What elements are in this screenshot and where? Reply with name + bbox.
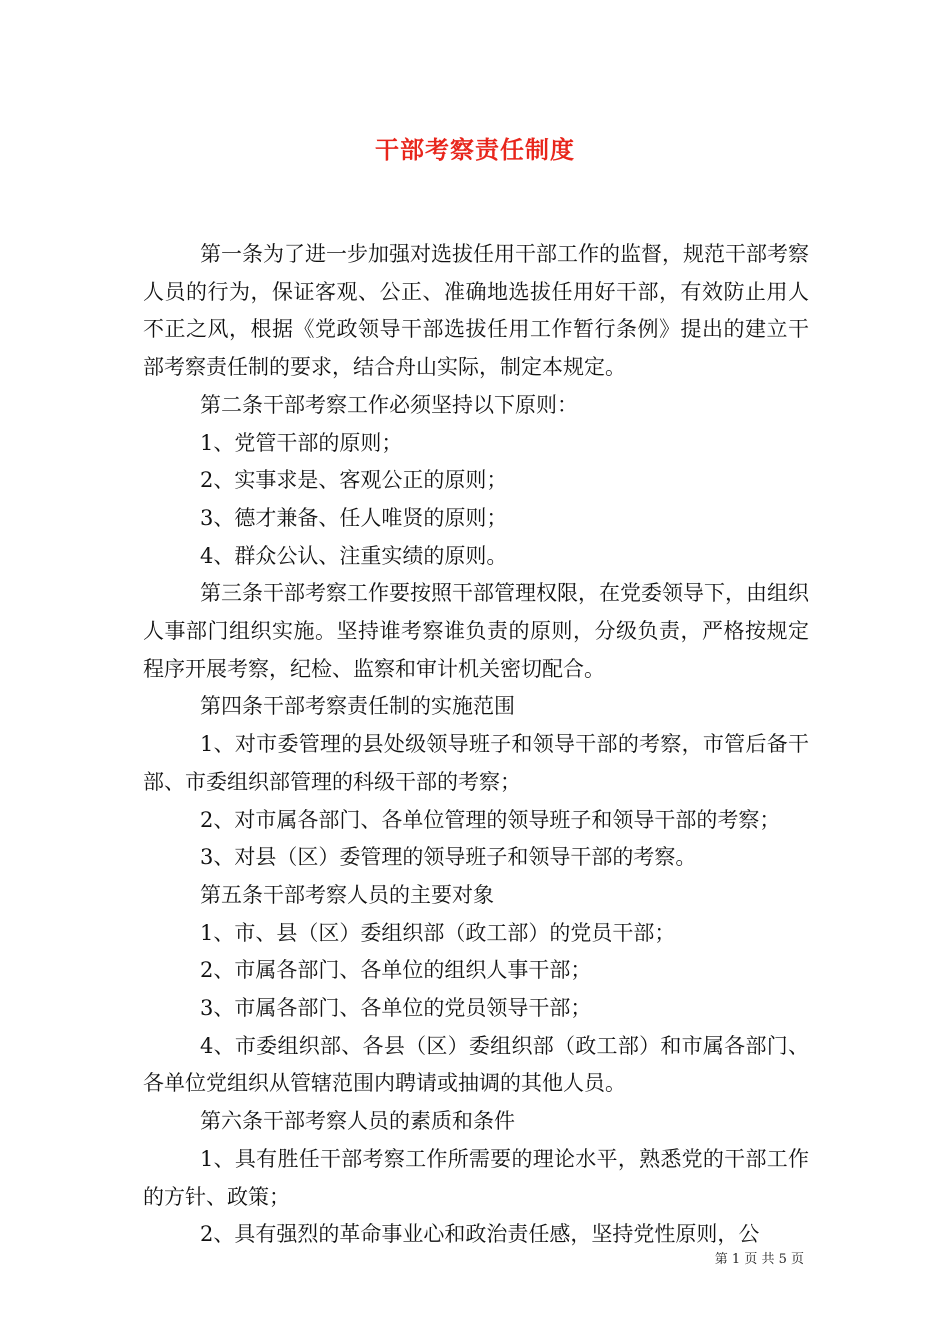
page-number: 第 1 页 共 5 页 bbox=[714, 1252, 804, 1267]
document-title: 干部考察责任制度 bbox=[375, 135, 575, 164]
list-item: 2、对市属各部门、各单位管理的领导班子和领导干部的考察； bbox=[200, 807, 781, 832]
list-item: 2、实事求是、客观公正的原则； bbox=[200, 468, 508, 493]
document-body bbox=[143, 236, 809, 1254]
list-item: 3、德才兼备、任人唯贤的原则； bbox=[200, 505, 508, 530]
article-4-heading: 第四条干部考察责任制的实施范围 bbox=[200, 694, 515, 719]
article-5-heading: 第五条干部考察人员的主要对象 bbox=[200, 882, 494, 907]
list-item: 4、市委组织部、各县（区）委组织部（政工部）和市属各部门、各单位党组织从管辖范围内聘请或抽调的其他人员。 bbox=[143, 1033, 809, 1096]
article-2-heading: 第二条干部考察工作必须坚持以下原则： bbox=[200, 392, 578, 417]
article-3-paragraph: 第三条干部考察工作要按照干部管理权限，在党委领导下，由组织人事部门组织实施。坚持谁考察谁负责的原则，分级负责，严格按规定程序开展考察，纪检、监察和审计机关密切配合。 bbox=[143, 581, 809, 681]
list-item: 2、市属各部门、各单位的组织人事干部； bbox=[200, 958, 592, 983]
list-item: 1、党管干部的原则； bbox=[200, 430, 403, 455]
list-item: 3、对县（区）委管理的领导班子和领导干部的考察。 bbox=[200, 845, 697, 870]
list-item: 2、具有强烈的革命事业心和政治责任感，坚持党性原则，公 bbox=[200, 1222, 760, 1247]
article-1-paragraph: 第一条为了进一步加强对选拔任用干部工作的监督，规范干部考察人员的行为，保证客观、公正、准确地选拔任用好干部，有效防止用人不正之风，根据《党政领导干部选拔任用工作暂行条例》提出的建立干部考察责任制的要求，结合舟山实际，制定本规定。 bbox=[143, 242, 809, 380]
list-item: 1、市、县（区）委组织部（政工部）的党员干部； bbox=[200, 920, 676, 945]
list-item: 1、具有胜任干部考察工作所需要的理论水平，熟悉党的干部工作的方针、政策； bbox=[143, 1146, 809, 1209]
list-item: 4、群众公认、注重实绩的原则。 bbox=[200, 543, 508, 568]
article-6-heading: 第六条干部考察人员的素质和条件 bbox=[200, 1109, 515, 1134]
list-item: 3、市属各部门、各单位的党员领导干部； bbox=[200, 996, 592, 1021]
list-item: 1、对市委管理的县处级领导班子和领导干部的考察，市管后备干部、市委组织部管理的科级干部的考察； bbox=[143, 732, 809, 794]
